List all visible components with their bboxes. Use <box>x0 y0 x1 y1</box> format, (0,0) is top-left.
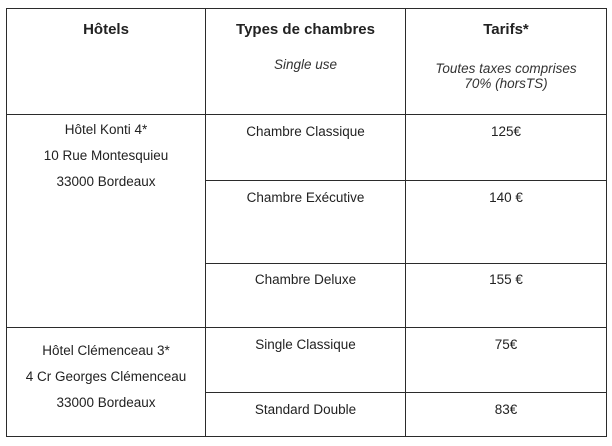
room-price: 83€ <box>494 402 518 417</box>
header-rates-note-line1: Toutes taxes comprises <box>435 61 577 76</box>
price-cell <box>406 115 607 181</box>
room-type: Single Classique <box>255 337 356 352</box>
price-cell <box>406 264 607 328</box>
header-rates <box>406 9 607 115</box>
hotel-city: 33000 Bordeaux <box>56 395 156 410</box>
price-cell <box>406 181 607 264</box>
hotel-city: 33000 Bordeaux <box>56 174 156 189</box>
room-price: 155 € <box>489 272 523 287</box>
hotel-address: 4 Cr Georges Clémenceau <box>25 369 187 384</box>
table-row <box>7 328 607 393</box>
room-type-cell <box>206 181 406 264</box>
header-room-types <box>206 9 406 115</box>
hotel-cell-clemenceau <box>7 328 206 437</box>
hotel-rates-table <box>6 8 607 437</box>
room-type-cell <box>206 264 406 328</box>
header-hotels <box>7 9 206 115</box>
room-type-cell <box>206 328 406 393</box>
hotel-name: Hôtel Clémenceau 3* <box>42 343 170 358</box>
room-price: 125€ <box>490 124 522 139</box>
room-type-cell <box>206 115 406 181</box>
room-price: 140 € <box>489 190 523 205</box>
header-rates-label: Tarifs* <box>483 21 529 38</box>
room-type: Chambre Exécutive <box>246 190 365 205</box>
room-price: 75€ <box>494 337 518 352</box>
header-hotels-label: Hôtels <box>83 21 129 38</box>
header-rates-note-line2: 70% (horsTS) <box>464 76 548 91</box>
hotel-name: Hôtel Konti 4* <box>64 122 148 137</box>
table-header-row <box>7 9 607 115</box>
room-type: Chambre Deluxe <box>254 272 357 287</box>
room-type-cell <box>206 393 406 437</box>
table-row <box>7 115 607 181</box>
price-cell <box>406 328 607 393</box>
room-type: Standard Double <box>254 402 357 417</box>
hotel-address: 10 Rue Montesquieu <box>43 148 169 163</box>
hotel-cell-konti <box>7 115 206 328</box>
room-type: Chambre Classique <box>246 124 365 139</box>
header-room-types-label: Types de chambres <box>236 21 375 38</box>
header-room-types-note: Single use <box>273 57 338 72</box>
price-cell <box>406 393 607 437</box>
